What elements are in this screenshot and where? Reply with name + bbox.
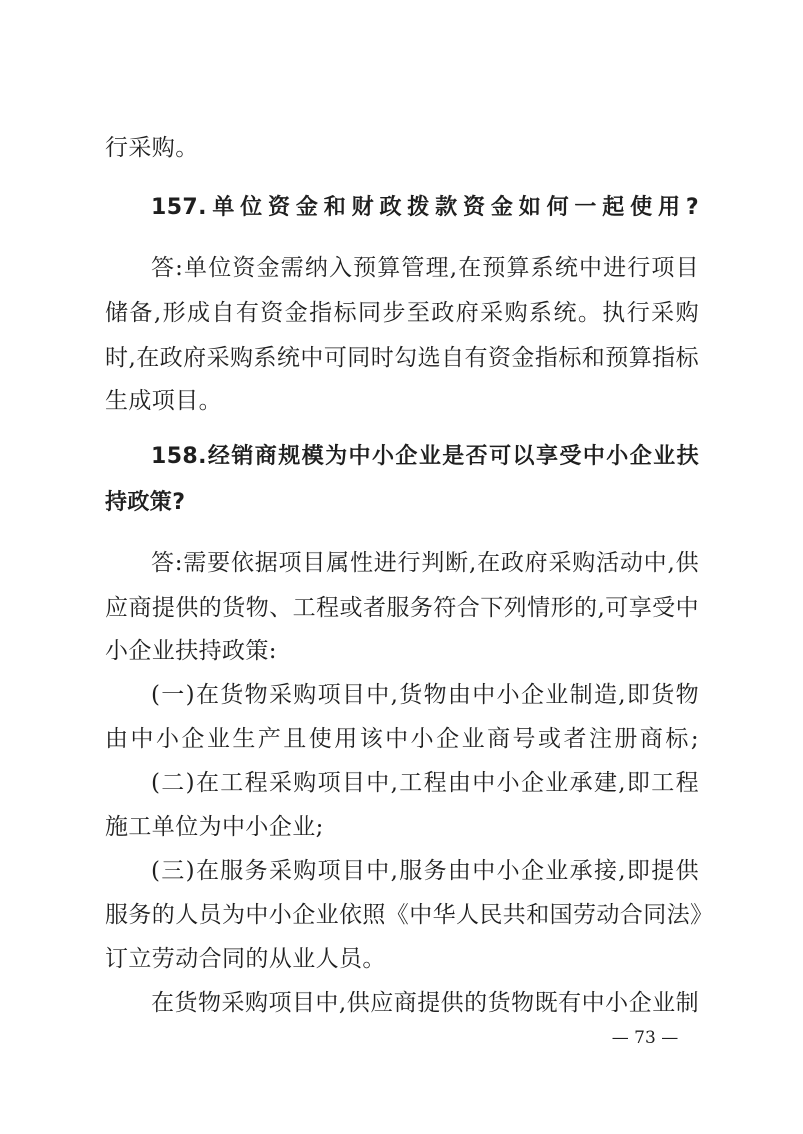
- item-3-line-2: 服务的人员为中小企业依照《中华人民共和国劳动合同法》: [105, 902, 714, 928]
- item-2-line-1: (二)在工程采购项目中,工程由中小企业承建,即工程: [151, 770, 699, 796]
- page-number: — 73 —: [611, 1028, 679, 1048]
- question-158-heading-line-1: 158.经销商规模为中小企业是否可以享受中小企业扶: [151, 444, 699, 469]
- answer-157-line-3: 时,在政府采购系统中可同时勾选自有资金指标和预算指标: [105, 345, 699, 371]
- answer-157-line-4: 生成项目。: [105, 388, 222, 414]
- answer-158-line-2: 应商提供的货物、工程或者服务符合下列情形的,可享受中: [105, 595, 699, 621]
- answer-157-line-1: 答:单位资金需纳入预算管理,在预算系统中进行项目: [151, 255, 699, 281]
- item-3-line-3: 订立劳动合同的从业人员。: [105, 946, 386, 972]
- answer-157-line-2: 储备,形成自有资金指标同步至政府采购系统。执行采购: [105, 300, 699, 326]
- continuation-line: 行采购。: [105, 135, 199, 161]
- answer-158-line-1: 答:需要依据项目属性进行判断,在政府采购活动中,供: [151, 550, 699, 576]
- item-1-line-2: 由中小企业生产且使用该中小企业商号或者注册商标;: [105, 726, 699, 752]
- item-2-line-2: 施工单位为中小企业;: [105, 814, 324, 840]
- item-1-line-1: (一)在货物采购项目中,货物由中小企业制造,即货物: [151, 682, 699, 708]
- question-158-heading-line-2: 持政策?: [105, 490, 186, 515]
- question-157-heading: 157.单位资金和财政拨款资金如何一起使用?: [151, 195, 699, 220]
- answer-158-line-3: 小企业扶持政策:: [105, 638, 277, 664]
- trailing-paragraph-line-1: 在货物采购项目中,供应商提供的货物既有中小企业制: [151, 990, 699, 1016]
- item-3-line-1: (三)在服务采购项目中,服务由中小企业承接,即提供: [151, 858, 699, 884]
